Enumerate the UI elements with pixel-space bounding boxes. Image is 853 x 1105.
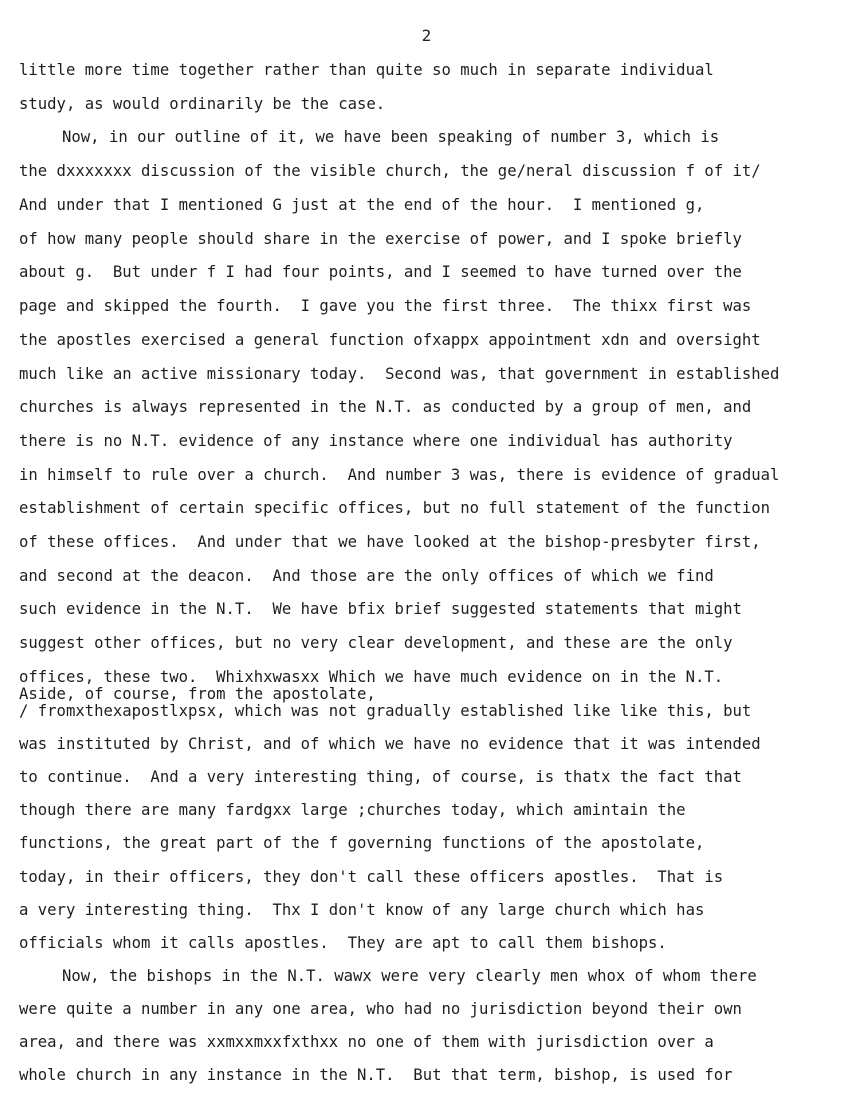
text-line: the apostles exercised a general function ofxappx appointment xdn and oversight	[19, 331, 761, 349]
text-line: And under that I mentioned G just at the end of the hour. I mentioned g,	[19, 196, 705, 214]
text-line: in himself to rule over a church. And number 3 was, there is evidence of gradual	[19, 466, 780, 484]
text-line: such evidence in the N.T. We have bfix brief suggested statements that might	[19, 600, 742, 618]
text-line: area, and there was xxmxxmxxfxthxx no one of them with jurisdiction over a	[19, 1033, 714, 1051]
text-line: establishment of certain specific offices, but no full statement of the function	[19, 499, 771, 517]
text-line: suggest other offices, but no very clear development, and these are the only	[19, 634, 733, 652]
text-line-interlinear: Aside, of course, from the apostolate,	[19, 685, 376, 703]
text-line: to continue. And a very interesting thing, of course, is thatx the fact that	[19, 768, 742, 786]
text-line: little more time together rather than quite so much in separate individual	[19, 61, 714, 79]
text-line: a very interesting thing. Thx I don't know of any large church which has	[19, 901, 705, 919]
text-line: the dxxxxxxx discussion of the visible church, the ge/neral discussion f of it/	[19, 162, 761, 180]
text-line: and second at the deacon. And those are the only offices of which we find	[19, 567, 714, 585]
text-line: Now, the bishops in the N.T. wawx were very clearly men whox of whom there	[62, 967, 757, 985]
text-line: about g. But under f I had four points, and I seemed to have turned over the	[19, 263, 742, 281]
text-line: churches is always represented in the N.T. as conducted by a group of men, and	[19, 398, 752, 416]
text-line: of how many people should share in the exercise of power, and I spoke briefly	[19, 230, 742, 248]
text-line: / fromxthexapostlxpsx, which was not gradually established like like this, but	[19, 702, 752, 720]
text-line: though there are many fardgxx large ;churches today, which amintain the	[19, 801, 686, 819]
text-line: study, as would ordinarily be the case.	[19, 95, 386, 113]
text-line: of these offices. And under that we have looked at the bishop-presbyter first,	[19, 533, 761, 551]
text-line: functions, the great part of the f governing functions of the apostolate,	[19, 834, 705, 852]
text-line: much like an active missionary today. Second was, that government in established	[19, 365, 780, 383]
text-line: were quite a number in any one area, who had no jurisdiction beyond their own	[19, 1000, 742, 1018]
text-line: whole church in any instance in the N.T. But that term, bishop, is used for	[19, 1066, 733, 1084]
text-line: today, in their officers, they don't call these officers apostles. That is	[19, 868, 724, 886]
text-line: page and skipped the fourth. I gave you the first three. The thixx first was	[19, 297, 752, 315]
text-line: officials whom it calls apostles. They are apt to call them bishops.	[19, 934, 667, 952]
text-line: offices, these two. Whixhxwasxx Which we have much evidence on in the N.T.	[19, 668, 724, 686]
page-number: 2	[421, 26, 432, 45]
text-line: Now, in our outline of it, we have been speaking of number 3, which is	[62, 128, 720, 146]
text-line: was instituted by Christ, and of which we have no evidence that it was intended	[19, 735, 761, 753]
text-line: there is no N.T. evidence of any instance where one individual has authority	[19, 432, 733, 450]
